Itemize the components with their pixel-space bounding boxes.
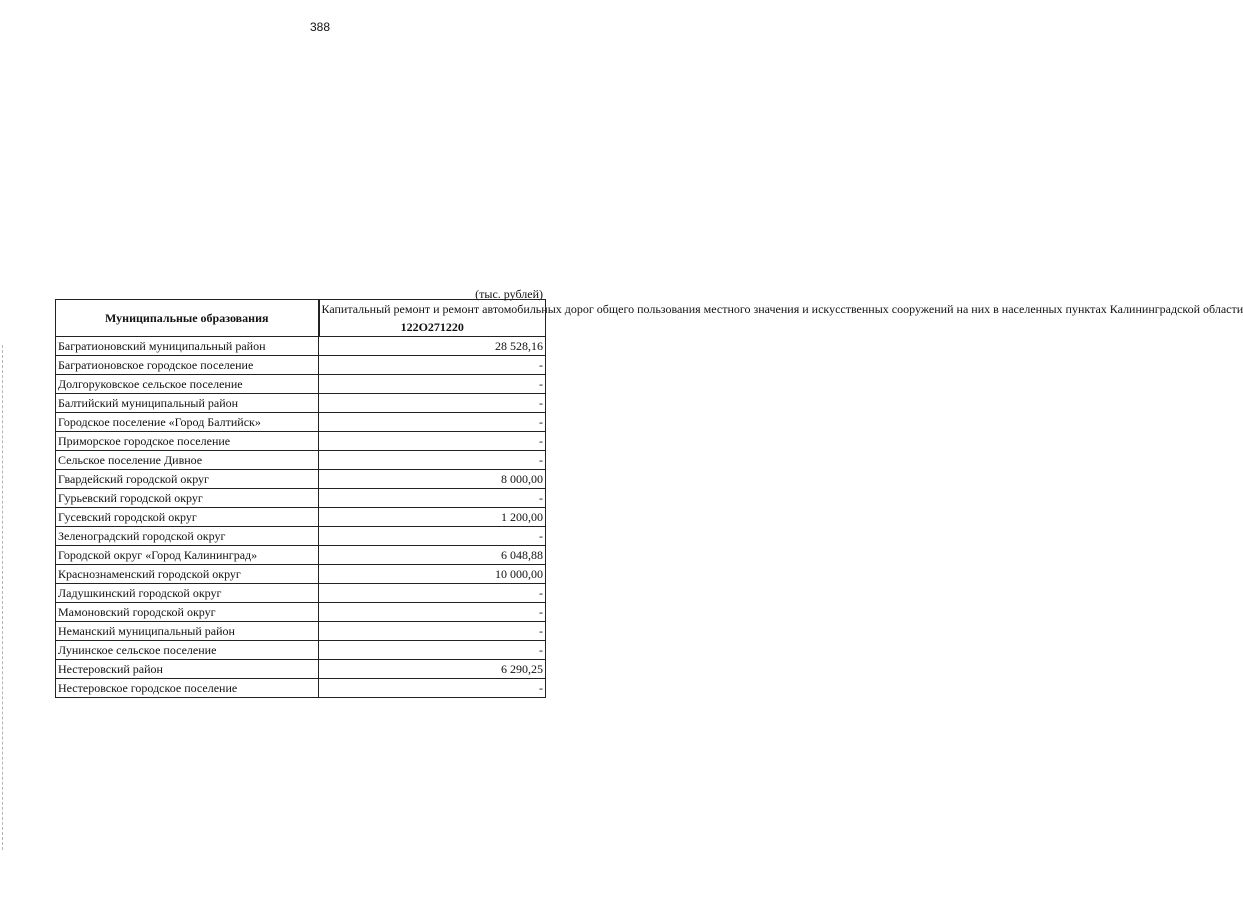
row-municipality: Лунинское сельское поселение — [56, 641, 319, 660]
row-amount: - — [319, 413, 546, 432]
header-repair-description: Капитальный ремонт и ремонт автомобильных дорог общего пользования местного значения и искусственных сооружений на них в населенных пунктах Калининградской области — [321, 302, 1243, 316]
page-number: 388 — [309, 20, 331, 34]
table-row — [56, 641, 546, 660]
row-amount: 6 290,25 — [319, 660, 546, 679]
table-row — [56, 660, 546, 679]
row-municipality: Городской округ «Город Калининград» — [56, 546, 319, 565]
row-municipality: Багратионовский муниципальный район — [56, 337, 319, 356]
row-amount: - — [319, 584, 546, 603]
row-amount: - — [319, 356, 546, 375]
table-row — [56, 622, 546, 641]
row-municipality: Зеленоградский городской округ — [56, 527, 319, 546]
row-municipality: Балтийский муниципальный район — [56, 394, 319, 413]
table-row — [56, 413, 546, 432]
table-row — [56, 432, 546, 451]
row-amount: - — [319, 641, 546, 660]
row-amount: - — [319, 394, 546, 413]
row-amount: - — [319, 375, 546, 394]
row-amount: 1 200,00 — [319, 508, 546, 527]
table-row — [56, 603, 546, 622]
row-amount: - — [319, 603, 546, 622]
row-municipality: Гусевский городской округ — [56, 508, 319, 527]
margin-fold-line — [2, 345, 3, 850]
header-municipalities: Муниципальные образования — [56, 300, 319, 337]
row-amount: - — [319, 451, 546, 470]
row-amount: - — [319, 432, 546, 451]
table-row — [56, 489, 546, 508]
table-row — [56, 679, 546, 698]
row-amount: - — [319, 622, 546, 641]
table-row — [56, 375, 546, 394]
row-municipality: Багратионовское городское поселение — [56, 356, 319, 375]
row-amount: 6 048,88 — [319, 546, 546, 565]
table-row — [56, 394, 546, 413]
row-amount: 10 000,00 — [319, 565, 546, 584]
row-municipality: Ладушкинский городской округ — [56, 584, 319, 603]
row-municipality: Нестеровский район — [56, 660, 319, 679]
row-municipality: Краснознаменский городской округ — [56, 565, 319, 584]
row-municipality: Неманский муниципальный район — [56, 622, 319, 641]
row-municipality: Долгоруковское сельское поселение — [56, 375, 319, 394]
row-municipality: Городское поселение «Город Балтийск» — [56, 413, 319, 432]
row-municipality: Гурьевский городской округ — [56, 489, 319, 508]
row-amount: - — [319, 527, 546, 546]
table-row — [56, 470, 546, 489]
header-repair-column — [319, 300, 1243, 337]
table-row — [56, 356, 546, 375]
budget-table — [55, 299, 1243, 698]
row-municipality: Сельское поселение Дивное — [56, 451, 319, 470]
row-amount: - — [319, 679, 546, 698]
row-amount: 8 000,00 — [319, 470, 546, 489]
table-row — [56, 337, 546, 356]
table-row — [56, 584, 546, 603]
table-header-row — [56, 300, 546, 337]
row-municipality: Гвардейский городской округ — [56, 470, 319, 489]
table-row — [56, 565, 546, 584]
table-row — [56, 451, 546, 470]
table-row — [56, 546, 546, 565]
table-row — [56, 527, 546, 546]
units-label: (тыс. рублей) — [475, 287, 543, 301]
row-municipality: Нестеровское городское поселение — [56, 679, 319, 698]
row-amount: - — [319, 489, 546, 508]
header-budget-code: 122О271220 — [400, 320, 464, 334]
table-row — [56, 508, 546, 527]
row-municipality: Приморское городское поселение — [56, 432, 319, 451]
row-municipality: Мамоновский городской округ — [56, 603, 319, 622]
row-amount: 28 528,16 — [319, 337, 546, 356]
